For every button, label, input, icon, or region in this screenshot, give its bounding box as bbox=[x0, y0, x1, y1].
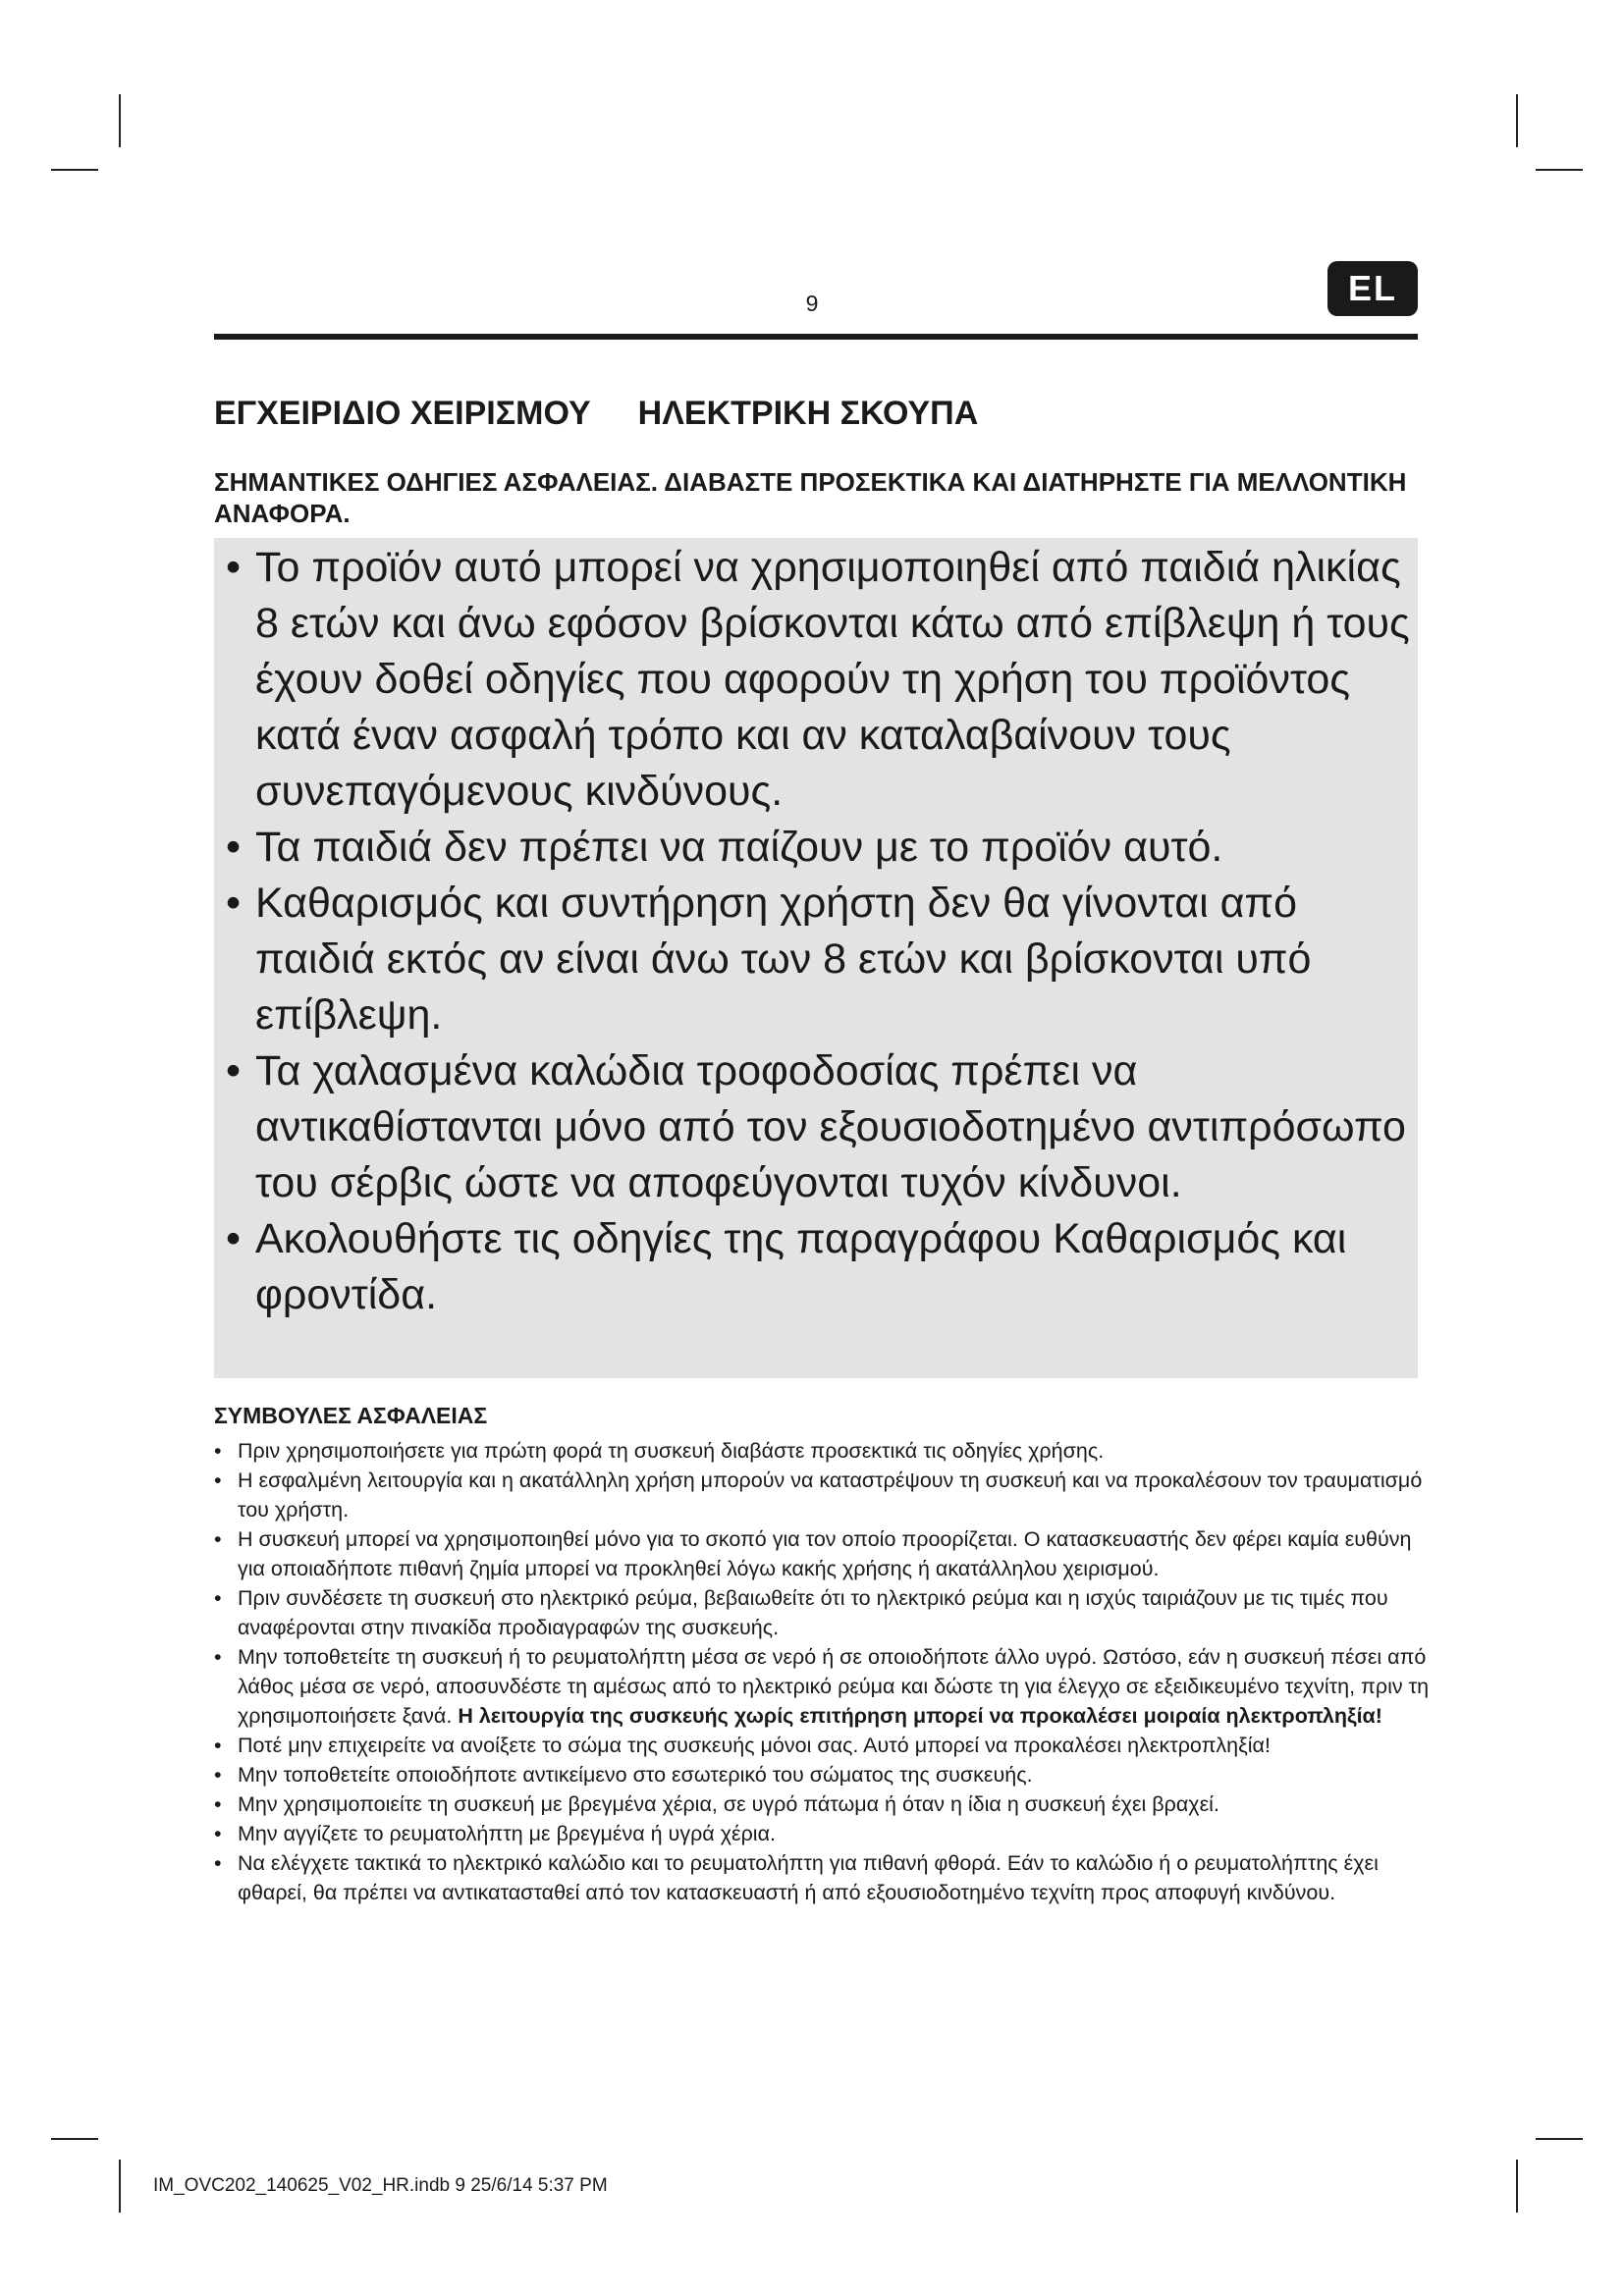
tip-item bbox=[214, 1583, 1441, 1642]
highlighted-safety-list bbox=[214, 540, 1418, 1323]
crop-mark-top-left-horizontal bbox=[51, 169, 98, 171]
highlighted-safety-box bbox=[214, 538, 1418, 1378]
tip-text: Μην τοποθετείτε οποιοδήποτε αντικείμενο στο εσωτερικό του σώματος της συσκευής. bbox=[238, 1763, 1033, 1787]
bullet-icon: • bbox=[214, 1527, 222, 1551]
bullet-icon: • bbox=[226, 1215, 242, 1262]
tip-text: Να ελέγχετε τακτικά το ηλεκτρικό καλώδιο και το ρευματολήπτη για πιθανή φθορά. Εάν το καλώδιο ή ο ρευματολήπτης έχει φθαρεί, θα πρέπει να αντικατασταθεί από τον κατασκευαστή ή από εξουσιοδοτημένο τεχνίτη προς αποφυγή κινδύνου. bbox=[238, 1851, 1379, 1904]
bullet-icon: • bbox=[214, 1645, 222, 1669]
product-title: ΗΛΕΚΤΡΙΚΗ ΣΚΟΥΠΑ bbox=[637, 395, 979, 432]
page-number: 9 bbox=[805, 291, 819, 316]
bullet-icon: • bbox=[214, 1792, 222, 1816]
tip-item bbox=[214, 1436, 1441, 1466]
highlight-item-text: Καθαρισμός και συντήρηση χρήστη δεν θα γίνονται από παιδιά εκτός αν είναι άνω των 8 ετών και βρίσκονται υπό επίβλεψη. bbox=[255, 880, 1312, 1039]
bullet-icon: • bbox=[214, 1586, 222, 1610]
crop-mark-bottom-left-horizontal bbox=[51, 2138, 98, 2140]
tip-text: Μην αγγίζετε το ρευματολήπτη με βρεγμένα ή υγρά χέρια. bbox=[238, 1822, 776, 1845]
tip-item bbox=[214, 1731, 1441, 1760]
tip-item bbox=[214, 1848, 1441, 1907]
important-safety-heading: ΣΗΜΑΝΤΙΚΕΣ ΟΔΗΓΙΕΣ ΑΣΦΑΛΕΙΑΣ. ΔΙΑΒΑΣΤΕ ΠΡΟΣΕΚΤΙΚΑ ΚΑΙ ΔΙΑΤΗΡΗΣΤΕ ΓΙΑ ΜΕΛΛΟΝΤΙΚΗ ΑΝΑΦΟΡΑ. bbox=[214, 467, 1407, 528]
bullet-icon: • bbox=[214, 1734, 222, 1757]
bullet-icon: • bbox=[226, 1047, 242, 1095]
tip-text: Η εσφαλμένη λειτουργία και η ακατάλληλη χρήση μπορούν να καταστρέψουν τη συσκευή και να προκαλέσουν τον τραυματισμό του χρήστη. bbox=[238, 1468, 1423, 1522]
header-rule bbox=[214, 334, 1418, 340]
tip-item bbox=[214, 1524, 1441, 1583]
tip-bold-warning: Η λειτουργία της συσκευής χωρίς επιτήρηση μπορεί να προκαλέσει μοιραία ηλεκτροπληξία! bbox=[458, 1704, 1382, 1728]
highlight-item-text: Τα χαλασμένα καλώδια τροφοδοσίας πρέπει να αντικαθίστανται μόνο από τον εξουσιοδοτημένο αντιπρόσωπο του σέρβις ώστε να αποφεύγονται τυχόν κίνδυνοι. bbox=[255, 1047, 1406, 1206]
tip-item bbox=[214, 1789, 1441, 1819]
manual-title: ΕΓΧΕΙΡΙΔΙΟ ΧΕΙΡΙΣΜΟΥ bbox=[214, 395, 591, 432]
tip-text: Πριν συνδέσετε τη συσκευή στο ηλεκτρικό ρεύμα, βεβαιωθείτε ότι το ηλεκτρικό ρεύμα και η ισχύς ταιριάζουν με τις τιμές που αναφέρονται στην πινακίδα προδιαγραφών της συσκευής. bbox=[238, 1586, 1388, 1639]
highlight-item-text: Τα παιδιά δεν πρέπει να παίζουν με το προϊόν αυτό. bbox=[255, 824, 1223, 871]
highlight-item bbox=[214, 820, 1418, 876]
bullet-icon: • bbox=[214, 1822, 222, 1845]
page-title bbox=[214, 395, 978, 433]
highlight-item bbox=[214, 1211, 1418, 1323]
tip-text: Ποτέ μην επιχειρείτε να ανοίξετε το σώμα της συσκευής μόνοι σας. Αυτό μπορεί να προκαλέσει ηλεκτροπληξία! bbox=[238, 1734, 1271, 1757]
tip-text: Μην τοποθετείτε τη συσκευή ή το ρευματολήπτη μέσα σε νερό ή σε οποιοδήποτε άλλο υγρό. Ωστόσο, εάν η συσκευή πέσει από λάθος μέσα σε νερό, αποσυνδέστε τη αμέσως από το ηλεκτρικό ρεύμα και δώστε τη για έλεγχο σε εξειδικευμένο τεχνίτη, πριν τη χρησιμοποιήσετε ξανά. bbox=[238, 1645, 1430, 1728]
crop-mark-bottom-right-vertical bbox=[1516, 2160, 1518, 2213]
safety-tips-list bbox=[214, 1436, 1441, 1907]
bullet-icon: • bbox=[226, 544, 242, 591]
crop-mark-top-left-vertical bbox=[119, 94, 121, 147]
highlight-item bbox=[214, 540, 1418, 820]
crop-mark-bottom-left-vertical bbox=[119, 2160, 121, 2213]
tip-item bbox=[214, 1642, 1441, 1731]
highlight-item bbox=[214, 1043, 1418, 1211]
safety-tips-heading: ΣΥΜΒΟΥΛΕΣ ΑΣΦΑΛΕΙΑΣ bbox=[214, 1403, 488, 1428]
bullet-icon: • bbox=[226, 824, 242, 871]
crop-mark-top-right-horizontal bbox=[1536, 169, 1583, 171]
language-badge: EL bbox=[1327, 261, 1418, 316]
crop-mark-bottom-right-horizontal bbox=[1536, 2138, 1583, 2140]
print-footer: IM_OVC202_140625_V02_HR.indb 9 25/6/14 5:37 PM bbox=[153, 2175, 608, 2196]
bullet-icon: • bbox=[214, 1763, 222, 1787]
highlight-item-text: Ακολουθήστε τις οδηγίες της παραγράφου Καθαρισμός και φροντίδα. bbox=[255, 1215, 1347, 1318]
bullet-icon: • bbox=[214, 1468, 222, 1492]
crop-mark-top-right-vertical bbox=[1516, 94, 1518, 147]
tip-item bbox=[214, 1466, 1441, 1524]
highlight-item-text: Το προϊόν αυτό μπορεί να χρησιμοποιηθεί από παιδιά ηλικίας 8 ετών και άνω εφόσον βρίσκονται κάτω από επίβλεψη ή τους έχουν δοθεί οδηγίες που αφορούν τη χρήση του προϊόντος κατά έναν ασφαλή τρόπο και αν καταλαβαίνουν τους συνεπαγόμενους κινδύνους. bbox=[255, 544, 1410, 815]
tip-item bbox=[214, 1760, 1441, 1789]
tip-text: Η συσκευή μπορεί να χρησιμοποιηθεί μόνο για το σκοπό για τον οποίο προορίζεται. Ο κατασκευαστής δεν φέρει καμία ευθύνη για οποιαδήποτε πιθανή ζημία μπορεί να προκληθεί λόγω κακής χρήσης ή ακατάλληλου χειρισμού. bbox=[238, 1527, 1412, 1580]
tip-text: Πριν χρησιμοποιήσετε για πρώτη φορά τη συσκευή διαβάστε προσεκτικά τις οδηγίες χρήσης. bbox=[238, 1439, 1105, 1463]
highlight-item bbox=[214, 876, 1418, 1043]
tip-text: Μην χρησιμοποιείτε τη συσκευή με βρεγμένα χέρια, σε υγρό πάτωμα ή όταν η ίδια η συσκευή έχει βραχεί. bbox=[238, 1792, 1219, 1816]
tip-item bbox=[214, 1819, 1441, 1848]
bullet-icon: • bbox=[214, 1439, 222, 1463]
bullet-icon: • bbox=[214, 1851, 222, 1875]
bullet-icon: • bbox=[226, 880, 242, 927]
